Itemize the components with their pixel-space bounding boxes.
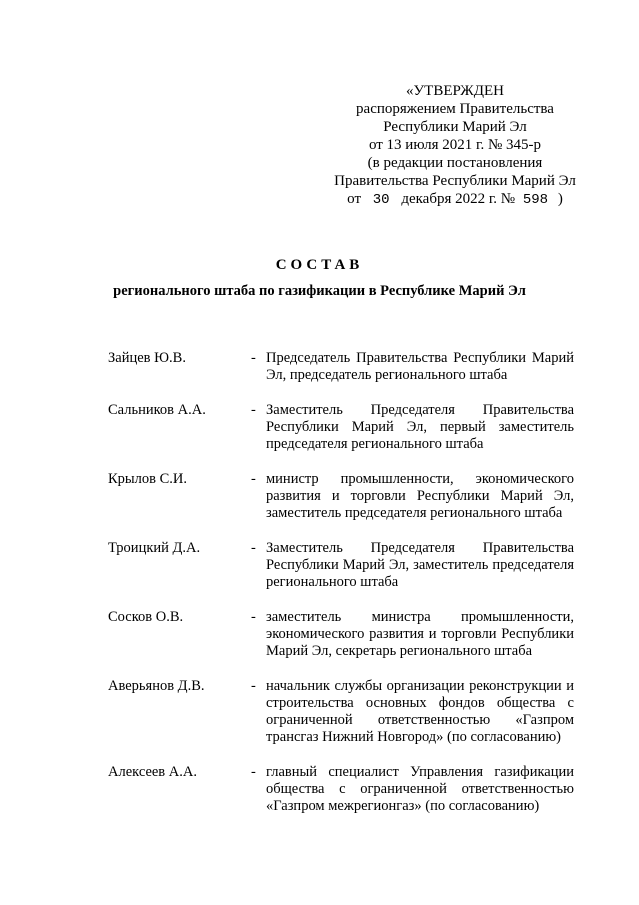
member-row: [108, 764, 574, 815]
member-dash: -: [251, 471, 256, 487]
member-row: [108, 678, 574, 746]
member-name: Троицкий Д.А.: [108, 540, 201, 556]
approval-line: от 13 июля 2021 г. № 345-р: [368, 137, 542, 153]
member-dash: -: [251, 540, 256, 556]
member-row: [108, 471, 574, 522]
member-name: Сосков О.В.: [108, 609, 184, 625]
approval-last-middle: декабря 2022 г. №: [401, 191, 516, 207]
approval-line: «УТВЕРЖДЕН: [406, 83, 504, 99]
document-subtitle: регионального штаба по газификации в Республике Марий Эл: [113, 283, 526, 299]
member-dash: -: [251, 350, 256, 366]
member-dash: -: [251, 764, 256, 780]
member-row: [108, 540, 574, 591]
approval-number-stamp: 598: [522, 192, 549, 208]
member-role: начальник службы организации реконструкции и строительства основных фондов общества с ограниченной ответственностью «Газпром трансгаз Нижний Новгород» (по согласованию): [266, 678, 574, 745]
approval-last-prefix: от: [347, 191, 361, 207]
member-name: Аверьянов Д.В.: [108, 678, 205, 694]
member-role: Председатель Правительства Республики Марий Эл, председатель регионального штаба: [266, 350, 574, 383]
approval-line: распоряжением Правительства: [356, 101, 554, 117]
approval-last-line: [300, 190, 610, 209]
member-role: главный специалист Управления газификации общества с ограниченной ответственностью «Газпром межрегионгаз» (по согласованию): [266, 764, 574, 814]
approval-day-stamp: 30: [372, 192, 390, 208]
approval-line: (в редакции постановления: [367, 155, 543, 171]
member-row: [108, 350, 574, 384]
member-name: Алексеев А.А.: [108, 764, 197, 780]
member-dash: -: [251, 402, 256, 418]
member-role: Заместитель Председателя Правительства Республики Марий Эл, заместитель председателя регионального штаба: [266, 540, 574, 590]
member-name: Сальников А.А.: [108, 402, 206, 418]
member-role: заместитель министра промышленности, экономического развития и торговли Республики Марий Эл, секретарь регионального штаба: [266, 609, 574, 659]
member-name: Крылов С.И.: [108, 471, 188, 487]
member-role: министр промышленности, экономического развития и торговли Республики Марий Эл, заместитель председателя регионального штаба: [266, 471, 574, 521]
member-dash: -: [251, 678, 256, 694]
approval-last-suffix: ): [557, 191, 563, 207]
document-title: СОСТАВ: [275, 257, 364, 273]
member-role: Заместитель Председателя Правительства Республики Марий Эл, первый заместитель председателя регионального штаба: [266, 402, 574, 452]
approval-line: Республики Марий Эл: [383, 119, 527, 135]
approval-line: Правительства Республики Марий Эл: [334, 173, 576, 189]
approval-block: [300, 82, 610, 209]
member-name: Зайцев Ю.В.: [108, 350, 186, 366]
members-list: [108, 350, 574, 833]
member-row: [108, 402, 574, 453]
member-dash: -: [251, 609, 256, 625]
member-row: [108, 609, 574, 660]
